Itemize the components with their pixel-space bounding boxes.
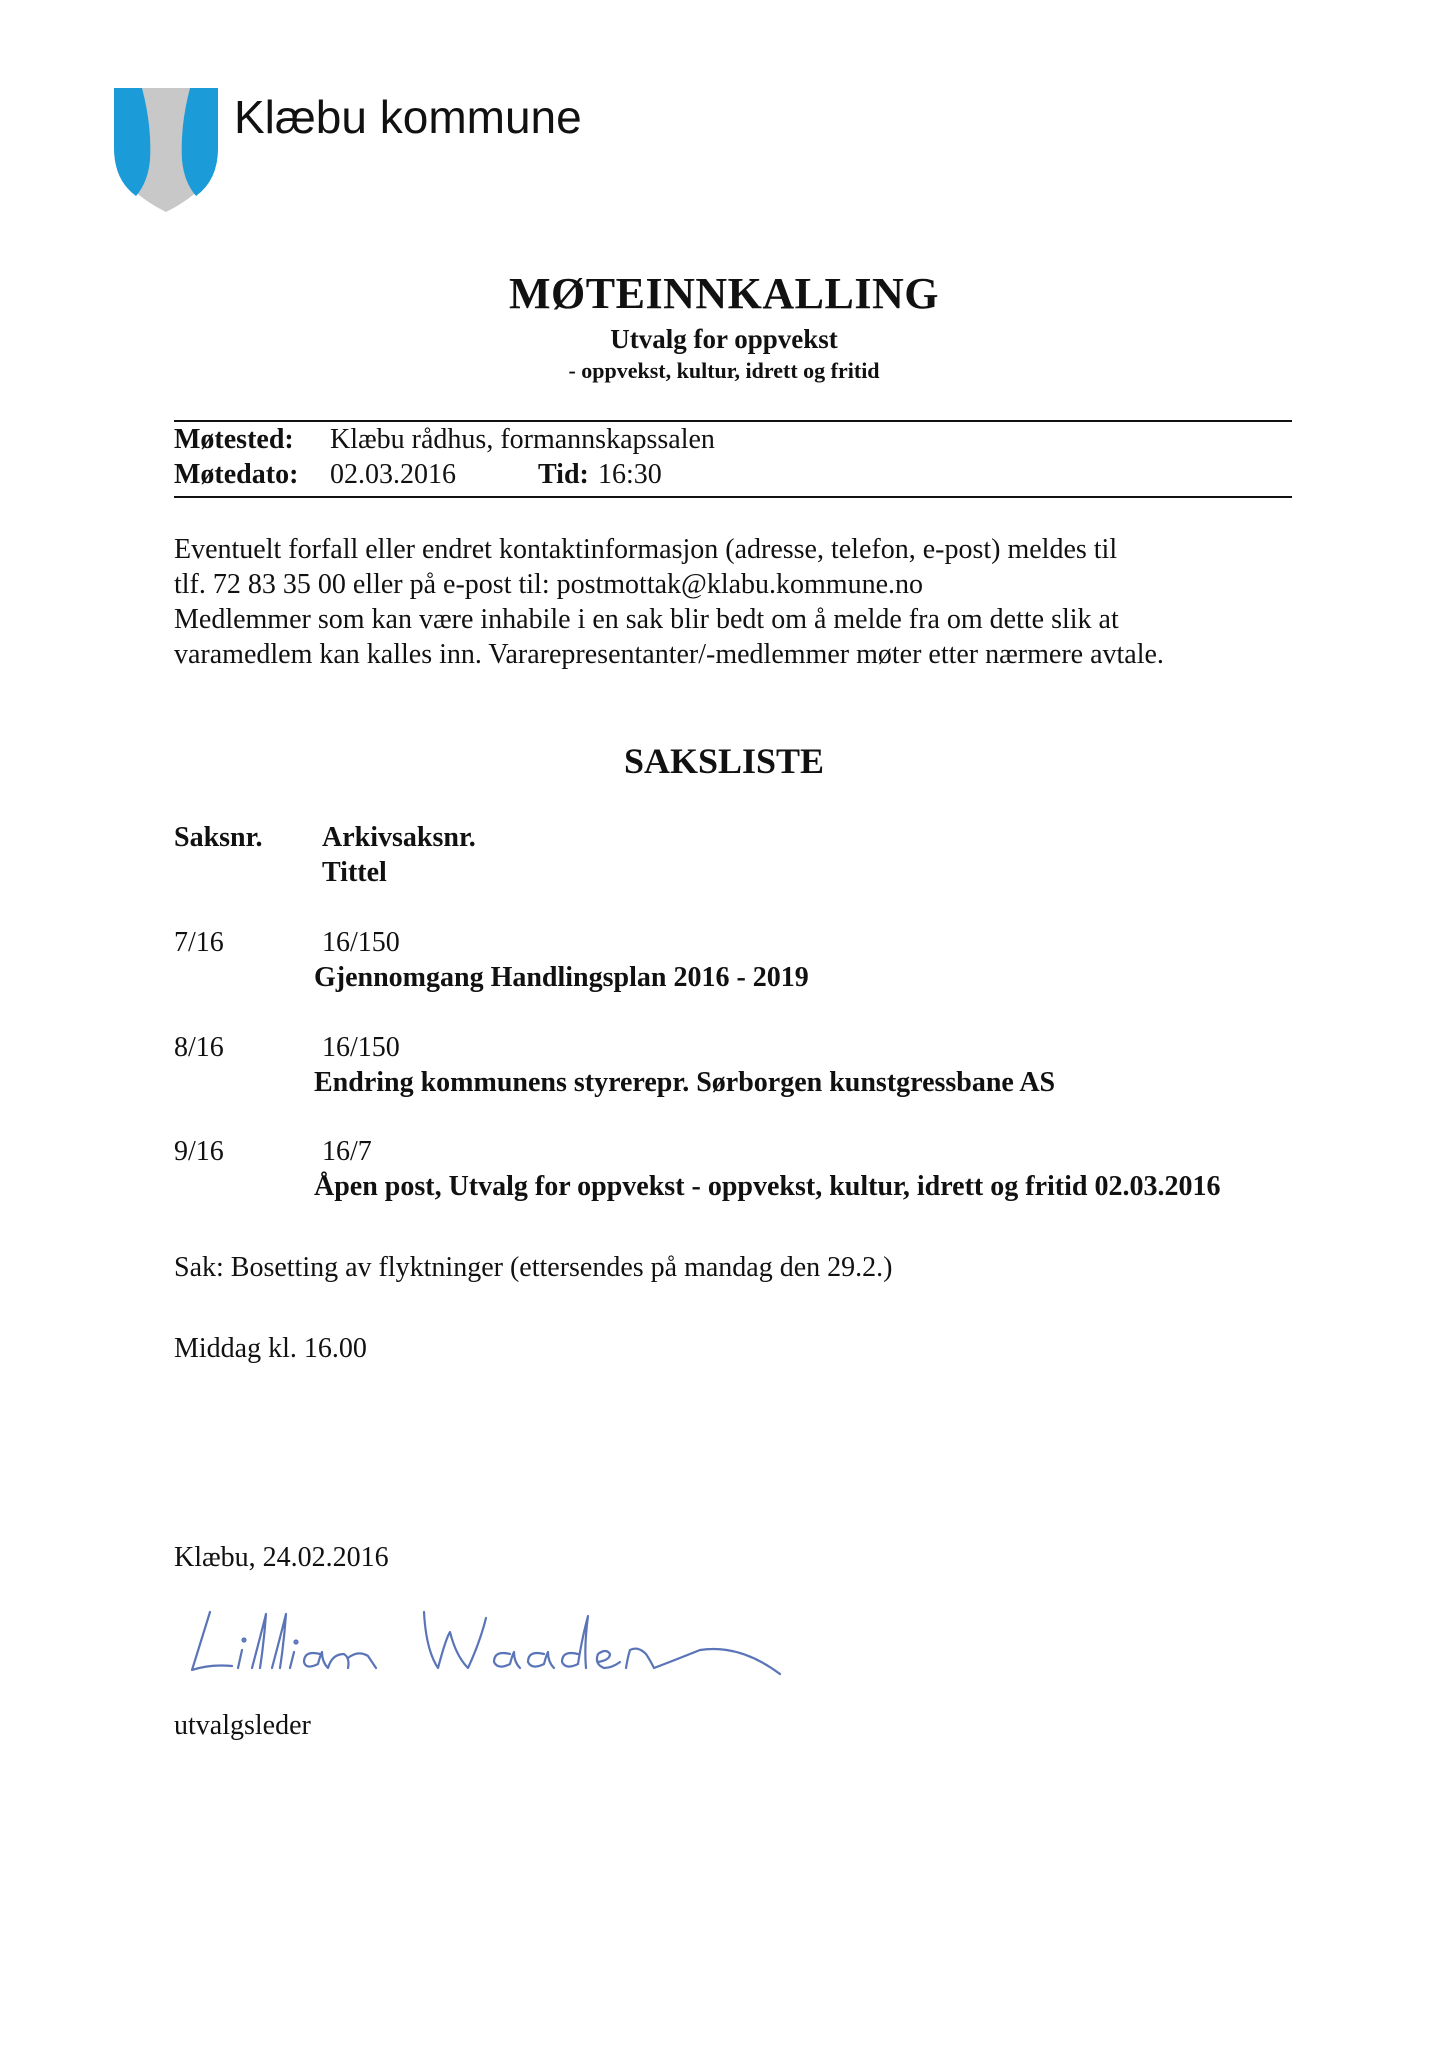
case-number: 7/16: [174, 927, 224, 958]
case-title: Åpen post, Utvalg for oppvekst - oppvekst, kultur, idrett og fritid 02.03.2016: [314, 1171, 1221, 1202]
handwritten-signature: [180, 1598, 820, 1708]
column-header-tittel: Tittel: [322, 857, 387, 888]
case-archive-number: 16/7: [322, 1136, 372, 1167]
column-header-arkivsaksnr: Arkivsaksnr.: [322, 822, 476, 853]
meeting-place-label: Møtested:: [174, 424, 294, 455]
additional-case-note: Sak: Bosetting av flyktninger (ettersendes på mandag den 29.2.): [174, 1252, 893, 1283]
divider-top: [174, 420, 1292, 422]
committee-subtitle: - oppvekst, kultur, idrett og fritid: [568, 358, 880, 383]
column-header-saksnr: Saksnr.: [174, 822, 263, 853]
info-line: varamedlem kan kalles inn. Vararepresentanter/-medlemmer møter etter nærmere avtale.: [174, 639, 1164, 670]
case-title: Gjennomgang Handlingsplan 2016 - 2019: [314, 962, 809, 993]
meeting-date-value: 02.03.2016: [330, 459, 456, 490]
case-archive-number: 16/150: [322, 1032, 400, 1063]
sign-place-date: Klæbu, 24.02.2016: [174, 1542, 389, 1573]
info-line: Eventuelt forfall eller endret kontaktinformasjon (adresse, telefon, e-post) meldes til: [174, 534, 1118, 565]
case-archive-number: 16/150: [322, 927, 400, 958]
meeting-time-value: 16:30: [598, 459, 662, 490]
signer-role: utvalgsleder: [174, 1710, 311, 1741]
meeting-date-label: Møtedato:: [174, 459, 299, 490]
info-line: Medlemmer som kan være inhabile i en sak blir bedt om å melde fra om dette slik at: [174, 604, 1119, 635]
document-title: MØTEINNKALLING: [509, 269, 939, 318]
municipal-coat-of-arms-icon: [112, 86, 220, 214]
info-line: tlf. 72 83 35 00 eller på e-post til: postmottak@klabu.kommune.no: [174, 569, 924, 600]
divider-bottom: [174, 496, 1292, 498]
case-number: 9/16: [174, 1136, 224, 1167]
agenda-heading: SAKSLISTE: [623, 741, 825, 781]
case-number: 8/16: [174, 1032, 224, 1063]
case-title: Endring kommunens styrerepr. Sørborgen kunstgressbane AS: [314, 1067, 1056, 1098]
committee-name: Utvalg for oppvekst: [610, 324, 838, 354]
dinner-note: Middag kl. 16.00: [174, 1333, 367, 1364]
meeting-place-value: Klæbu rådhus, formannskapssalen: [330, 424, 715, 455]
contact-info-paragraph: [174, 532, 1294, 672]
org-name: Klæbu kommune: [234, 91, 582, 143]
meeting-time-label: Tid:: [538, 459, 589, 490]
